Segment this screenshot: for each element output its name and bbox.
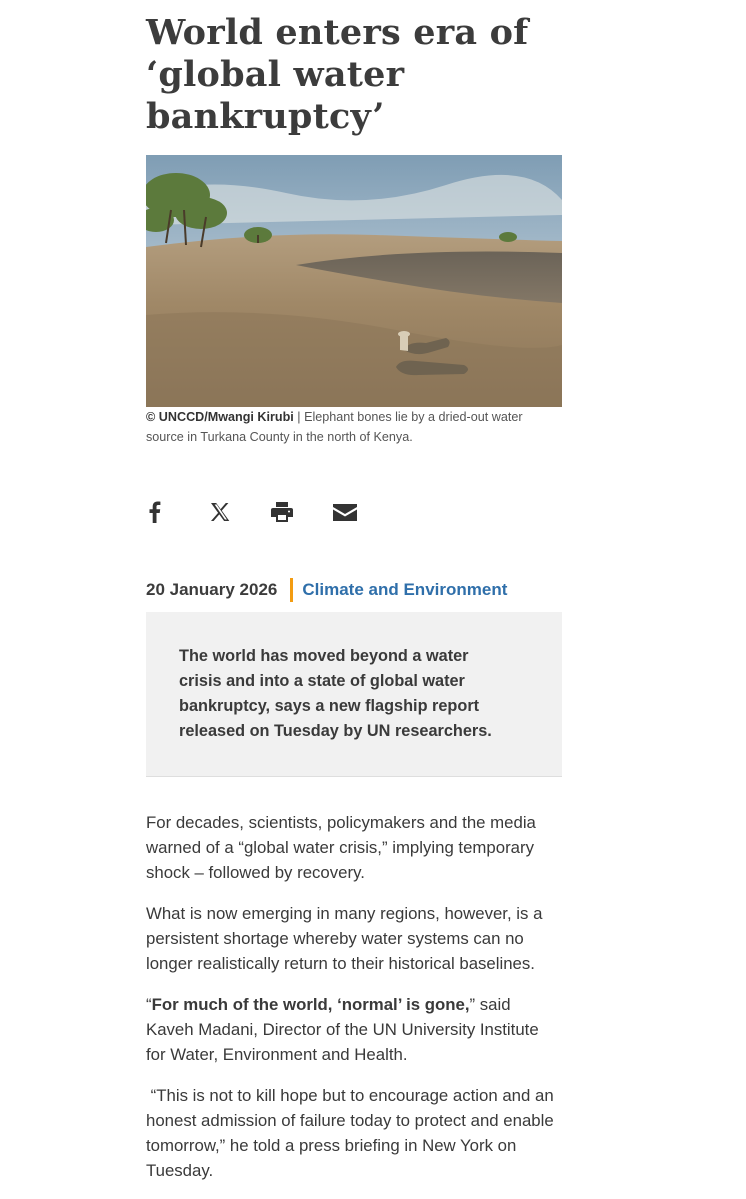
facebook-icon[interactable] xyxy=(146,500,170,524)
paragraph xyxy=(146,992,562,1067)
quote-bold: For much of the world, ‘normal’ is gone, xyxy=(151,995,470,1014)
image-caption xyxy=(146,407,562,447)
caption-separator: | xyxy=(293,410,305,424)
caption-credit: © UNCCD/Mwangi Kirubi xyxy=(146,410,294,424)
share-bar xyxy=(146,496,562,528)
x-icon[interactable] xyxy=(208,500,232,524)
title-line: bankruptcy’ xyxy=(146,96,385,137)
paragraph: What is now emerging in many regions, however, is a persistent shortage whereby water systems can no longer realistically return to their historical baselines. xyxy=(146,904,543,973)
caption-text: Elephant bones lie by a dried-out water source in Turkana County in the north of Kenya. xyxy=(146,410,523,444)
category-link[interactable]: Climate and Environment xyxy=(302,580,508,599)
print-icon[interactable] xyxy=(270,500,294,524)
hero-image xyxy=(146,155,562,407)
paragraph: “This is not to kill hope but to encourage action and an honest admission of failure today to protect and enable tomorrow,” he told a press briefing in New York on Tuesday. xyxy=(146,1086,559,1180)
quote-open: “ xyxy=(146,995,152,1014)
summary-box xyxy=(146,612,562,777)
paragraph: For decades, scientists, policymakers and the media warned of a “global water crisis,” implying temporary shock – followed by recovery. xyxy=(146,813,536,882)
summary-text: The world has moved beyond a water crisis and into a state of global water bankruptcy, says a new flagship report released on Tuesday by UN researchers. xyxy=(179,647,492,740)
meta-divider xyxy=(290,578,293,602)
title-line: World enters era of xyxy=(146,12,529,53)
article-body xyxy=(146,810,562,1199)
title-line: ‘global water xyxy=(146,54,405,95)
email-icon[interactable] xyxy=(332,500,356,524)
publish-date: 20 January 2026 xyxy=(146,580,278,599)
article-title xyxy=(146,12,562,138)
hero-image-art xyxy=(146,155,562,407)
article-meta xyxy=(146,578,562,602)
quote-rest: ” said Kaveh Madani, Director of the UN University Institute for Water, Environment and Health. xyxy=(146,995,539,1064)
